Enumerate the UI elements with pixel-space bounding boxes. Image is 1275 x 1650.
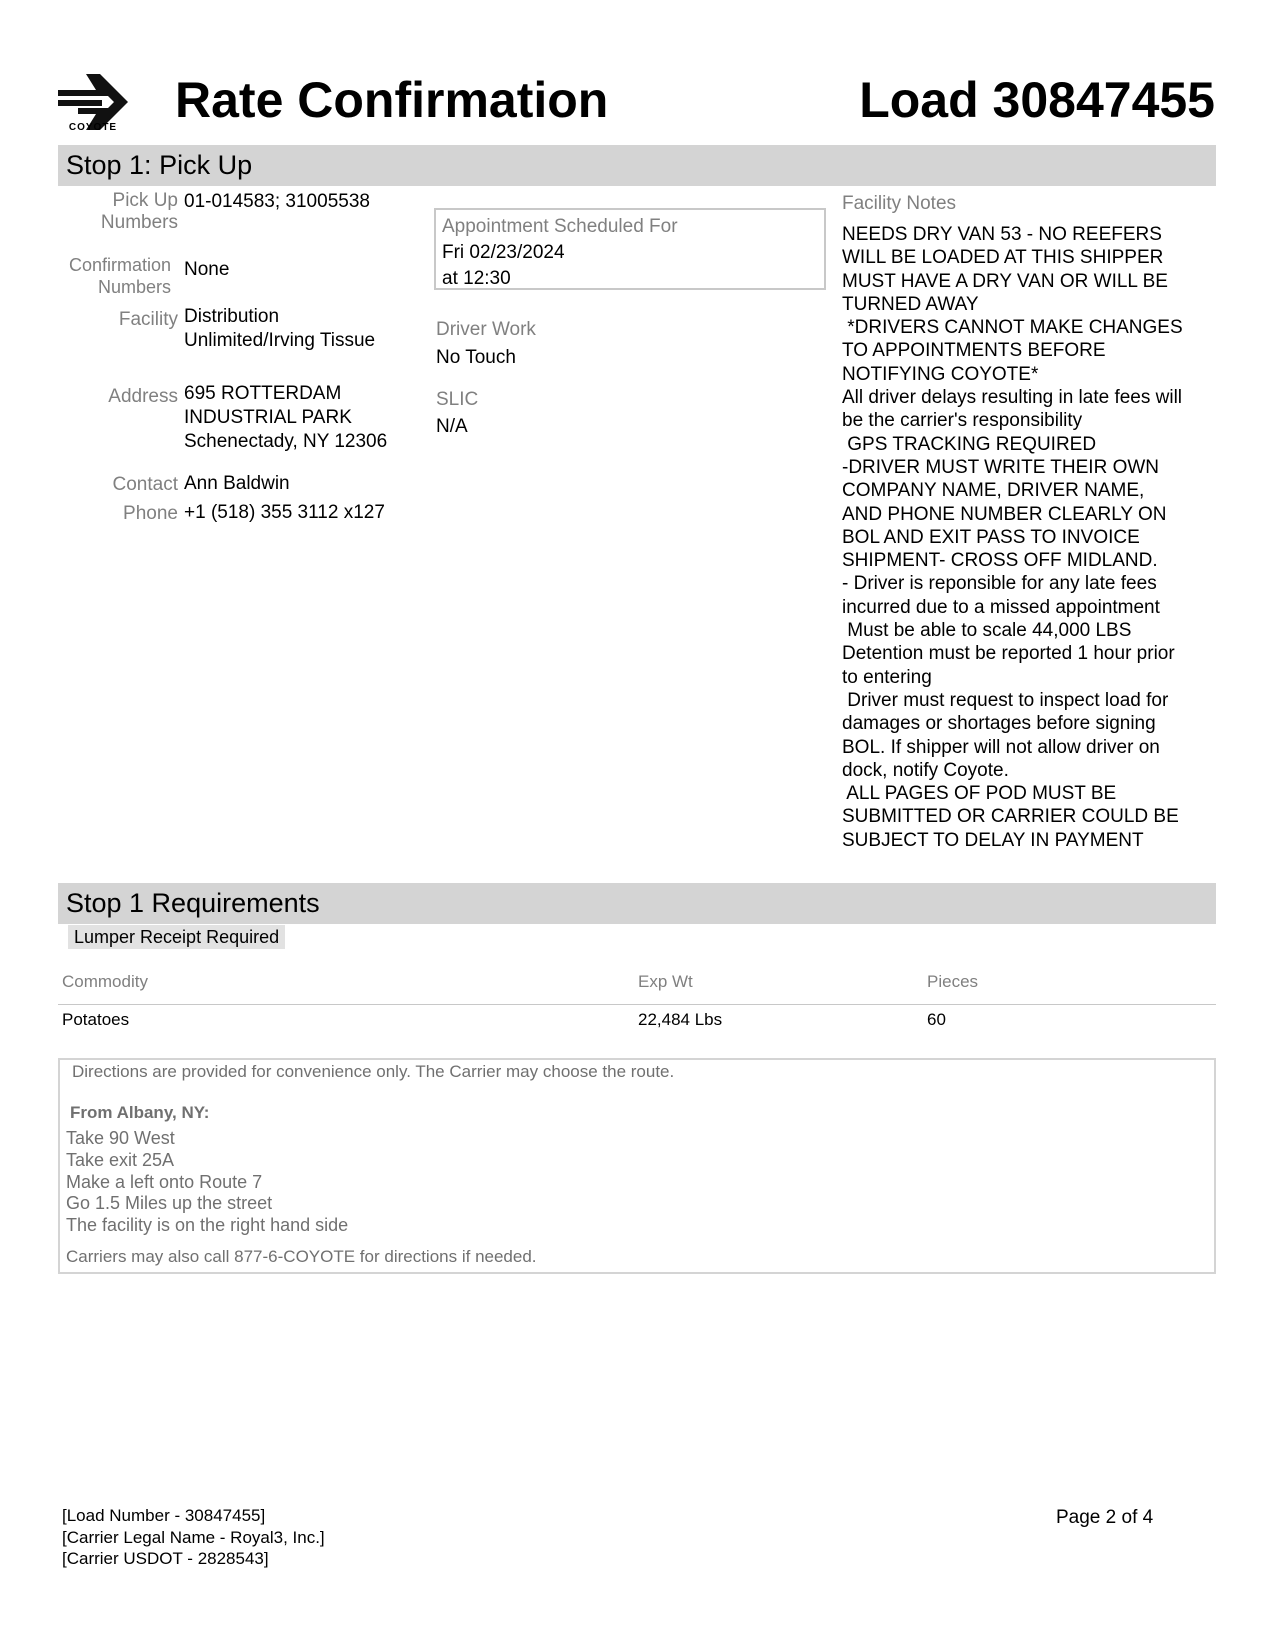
facility-note-line: be the carrier's responsibility (842, 410, 1083, 432)
direction-step: Make a left onto Route 7 (66, 1171, 263, 1192)
exp-wt-cell: 22,484 Lbs (638, 1010, 723, 1029)
facility-note-line: NOTIFYING COYOTE* (842, 363, 1039, 385)
facility-note-line: AND PHONE NUMBER CLEARLY ON (842, 503, 1167, 525)
facility-note-line: ALL PAGES OF POD MUST BE (842, 783, 1117, 805)
facility-note-line: dock, notify Coyote. (842, 759, 1009, 781)
page-title: Rate Confirmation (175, 72, 609, 128)
facility-note-line: Detention must be reported 1 hour prior (842, 643, 1175, 665)
appointment-date: Fri 02/23/2024 (442, 242, 565, 263)
commodity-cell: Potatoes (62, 1010, 130, 1029)
exp-wt-header: Exp Wt (638, 972, 693, 991)
driver-work-value: No Touch (436, 347, 516, 368)
facility-note-line: SUBJECT TO DELAY IN PAYMENT (842, 829, 1144, 851)
stop-heading: Stop 1: Pick Up (58, 145, 1216, 186)
page-number: Page 2 of 4 (1056, 1507, 1154, 1528)
facility-note-line: TURNED AWAY (842, 293, 979, 315)
confirmation-numbers-value: None (184, 259, 230, 280)
footer-usdot: [Carrier USDOT - 2828543] (62, 1549, 269, 1568)
footer-carrier-name: [Carrier Legal Name - Royal3, Inc.] (62, 1527, 325, 1547)
facility-note-line: TO APPOINTMENTS BEFORE (842, 340, 1106, 362)
slic-label: SLIC (436, 389, 479, 410)
logo-text: COYOTE (68, 122, 118, 133)
pieces-header: Pieces (927, 972, 979, 991)
direction-step: Go 1.5 Miles up the street (66, 1193, 273, 1214)
facility-note-line: SUBMITTED OR CARRIER COULD BE (842, 806, 1179, 828)
address-value: 695 ROTTERDAM INDUSTRIAL PARK Schenectady, NY 12306 (184, 383, 388, 452)
lumper-receipt-badge: Lumper Receipt Required (68, 925, 285, 949)
requirements-heading: Stop 1 Requirements (58, 883, 1216, 924)
facility-note-line: *DRIVERS CANNOT MAKE CHANGES (842, 317, 1183, 339)
facility-note-line: -DRIVER MUST WRITE THEIR OWN (842, 456, 1160, 478)
driver-work-label: Driver Work (436, 319, 536, 340)
facility-note-line: Driver must request to inspect load for (842, 689, 1169, 711)
appointment-box (434, 208, 826, 290)
facility-value: Distribution Unlimited/Irving Tissue (184, 306, 376, 351)
appointment-time: at 12:30 (442, 268, 511, 289)
footer-info (62, 1505, 325, 1570)
facility-label: Facility (118, 309, 178, 330)
direction-step: The facility is on the right hand side (66, 1215, 349, 1236)
directions-note: Directions are provided for convenience only. The Carrier may choose the route. (72, 1062, 675, 1081)
facility-note-line: - Driver is reponsible for any late fees (842, 573, 1157, 595)
footer-load-number: [Load Number - 30847455] (62, 1506, 266, 1525)
appointment-label: Appointment Scheduled For (442, 216, 678, 237)
facility-notes (842, 223, 1222, 852)
facility-note-line: SHIPMENT- CROSS OFF MIDLAND. (842, 550, 1158, 572)
facility-note-line: damages or shortages before signing (842, 713, 1156, 735)
facility-notes-label: Facility Notes (842, 193, 957, 214)
directions-steps (66, 1128, 348, 1237)
confirmation-numbers-label: Confirmation Numbers (68, 255, 171, 297)
pickup-numbers-value: 01-014583; 31005538 (184, 191, 370, 212)
slic-value: N/A (436, 416, 468, 437)
load-number-title: Load 30847455 (859, 72, 1215, 128)
pickup-numbers-label: Pick Up Numbers (100, 190, 178, 233)
phone-value: +1 (518) 355 3112 x127 (184, 502, 385, 523)
pieces-cell: 60 (927, 1010, 946, 1029)
facility-note-line: Must be able to scale 44,000 LBS (842, 620, 1132, 642)
facility-note-line: GPS TRACKING REQUIRED (842, 433, 1097, 455)
facility-note-line: incurred due to a missed appointment (842, 596, 1160, 618)
commodity-header: Commodity (62, 972, 148, 991)
address-label: Address (108, 386, 178, 407)
facility-note-line: All driver delays resulting in late fees will (842, 387, 1183, 409)
facility-note-line: WILL BE LOADED AT THIS SHIPPER (842, 247, 1164, 269)
direction-step: Take 90 West (66, 1128, 175, 1148)
facility-note-line: NEEDS DRY VAN 53 - NO REEFERS (842, 224, 1162, 245)
contact-label: Contact (112, 474, 178, 495)
directions-call: Carriers may also call 877-6-COYOTE for directions if needed. (66, 1247, 537, 1266)
contact-value: Ann Baldwin (184, 473, 290, 494)
facility-note-line: BOL. If shipper will not allow driver on (842, 736, 1160, 758)
phone-label: Phone (123, 503, 178, 524)
table-divider (58, 1004, 1216, 1005)
facility-note-line: COMPANY NAME, DRIVER NAME, (842, 480, 1145, 502)
facility-note-line: BOL AND EXIT PASS TO INVOICE (842, 526, 1140, 548)
direction-step: Take exit 25A (66, 1149, 175, 1170)
facility-note-line: MUST HAVE A DRY VAN OR WILL BE (842, 270, 1168, 292)
facility-note-line: to entering (842, 666, 932, 688)
directions-from: From Albany, NY: (70, 1103, 210, 1122)
